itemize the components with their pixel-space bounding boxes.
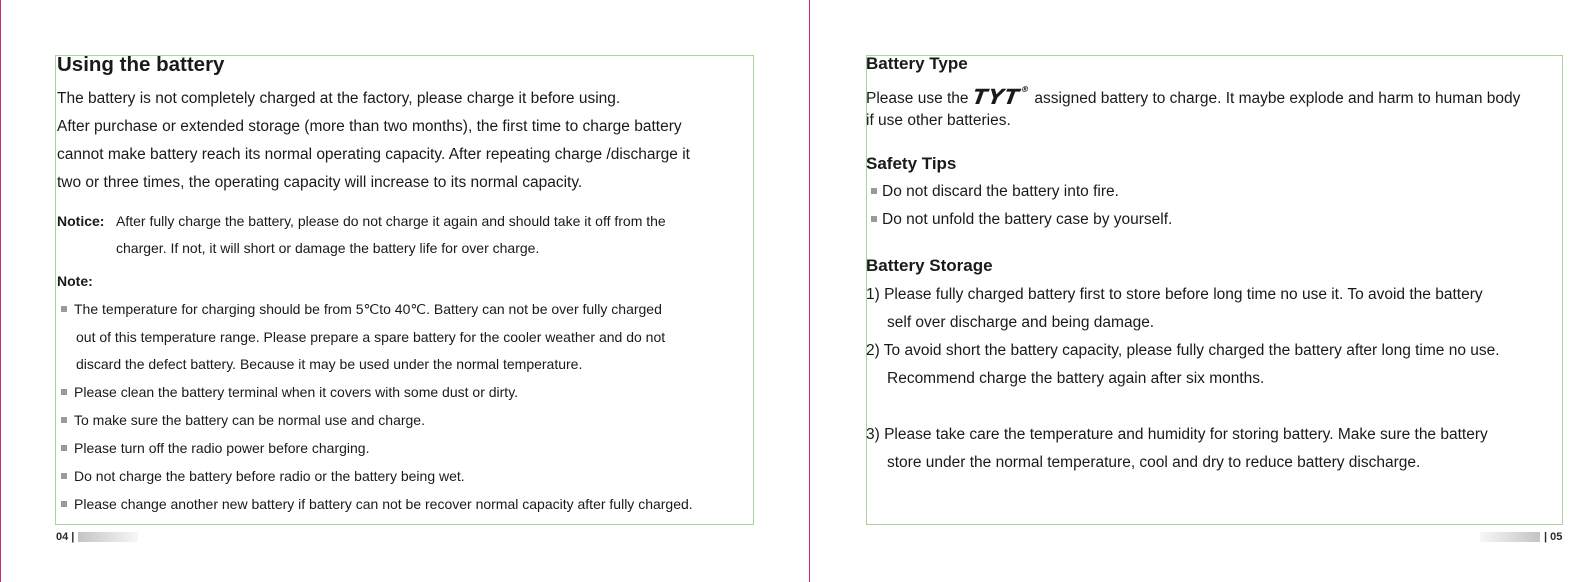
bullet-icon: [61, 389, 67, 395]
note-item-1-cont-1: out of this temperature range. Please prepare a spare battery for the cooler weather and do not: [76, 329, 666, 345]
note-item-2-text: Please clean the battery terminal when it covers with some dust or dirty.: [74, 384, 519, 400]
notice-label: Notice:: [57, 213, 105, 229]
notice-line-2: charger. If not, it will short or damage the battery life for over charge.: [116, 240, 540, 256]
note-item-1-text: The temperature for charging should be from 5℃to 40℃. Battery can not be over fully charged: [74, 301, 662, 317]
left-page-edge: [0, 0, 1, 582]
note-item-5: [61, 467, 465, 485]
center-spine: [809, 0, 810, 582]
notice-line-1: After fully charge the battery, please do not charge it again and should take it off from the: [116, 213, 666, 229]
bullet-icon: [61, 417, 67, 423]
note-item-3-text: To make sure the battery can be normal use and charge.: [74, 412, 425, 428]
intro-line-1: The battery is not completely charged at the factory, please charge it before using.: [57, 90, 621, 107]
intro-line-2: After purchase or extended storage (more than two months), the first time to charge battery: [57, 118, 682, 135]
note-item-1-cont-2: discard the defect battery. Because it may be used under the normal temperature.: [76, 356, 583, 372]
bullet-icon: [61, 306, 67, 312]
page-number-right: | 05: [1544, 531, 1563, 543]
battery-storage-heading: Battery Storage: [866, 256, 993, 275]
storage-item-2-cont: Recommend charge the battery again after six months.: [887, 370, 1265, 387]
note-label: Note:: [57, 273, 93, 289]
note-item-6: [61, 495, 693, 513]
tyt-logo: TYT®: [970, 85, 1031, 109]
bullet-icon: [61, 445, 67, 451]
note-item-1: [61, 300, 662, 318]
page-number-bar-left: [78, 532, 138, 542]
battery-type-heading: Battery Type: [866, 54, 968, 73]
bullet-icon: [871, 188, 877, 194]
storage-item-3: 3) Please take care the temperature and humidity for storing battery. Make sure the battery: [866, 426, 1488, 443]
intro-line-4: two or three times, the operating capacity will increase to its normal capacity.: [57, 174, 583, 191]
bullet-icon: [61, 473, 67, 479]
note-item-2: [61, 383, 518, 401]
safety-tip-2: Do not unfold the battery case by yourself.: [871, 211, 1172, 229]
note-item-6-text: Please change another new battery if battery can not be recover normal capacity after fully charged.: [74, 496, 693, 512]
safety-tip-1: Do not discard the battery into fire.: [871, 183, 1119, 201]
storage-item-1-cont: self over discharge and being damage.: [887, 314, 1155, 331]
note-item-4-text: Please turn off the radio power before charging.: [74, 440, 370, 456]
safety-tips-heading: Safety Tips: [866, 154, 957, 173]
note-item-3: [61, 411, 425, 429]
page-title: Using the battery: [57, 53, 225, 76]
battery-type-line-1: Please use theTYT®assigned battery to charge. It maybe explode and harm to human body: [866, 85, 1521, 109]
note-item-5-text: Do not charge the battery before radio or the battery being wet.: [74, 468, 465, 484]
page-number-bar-right: [1480, 532, 1540, 542]
intro-line-3: cannot make battery reach its normal operating capacity. After repeating charge /discharge it: [57, 146, 690, 163]
bullet-icon: [871, 216, 877, 222]
battery-type-line-2: if use other batteries.: [866, 112, 1011, 129]
storage-item-3-cont: store under the normal temperature, cool and dry to reduce battery discharge.: [887, 454, 1421, 471]
storage-item-1: 1) Please fully charged battery first to store before long time no use it. To avoid the battery: [866, 286, 1483, 303]
storage-item-2: 2) To avoid short the battery capacity, please fully charged the battery after long time no use.: [866, 342, 1500, 359]
note-item-4: [61, 439, 369, 457]
page-number-left: 04 |: [56, 531, 75, 543]
bullet-icon: [61, 501, 67, 507]
